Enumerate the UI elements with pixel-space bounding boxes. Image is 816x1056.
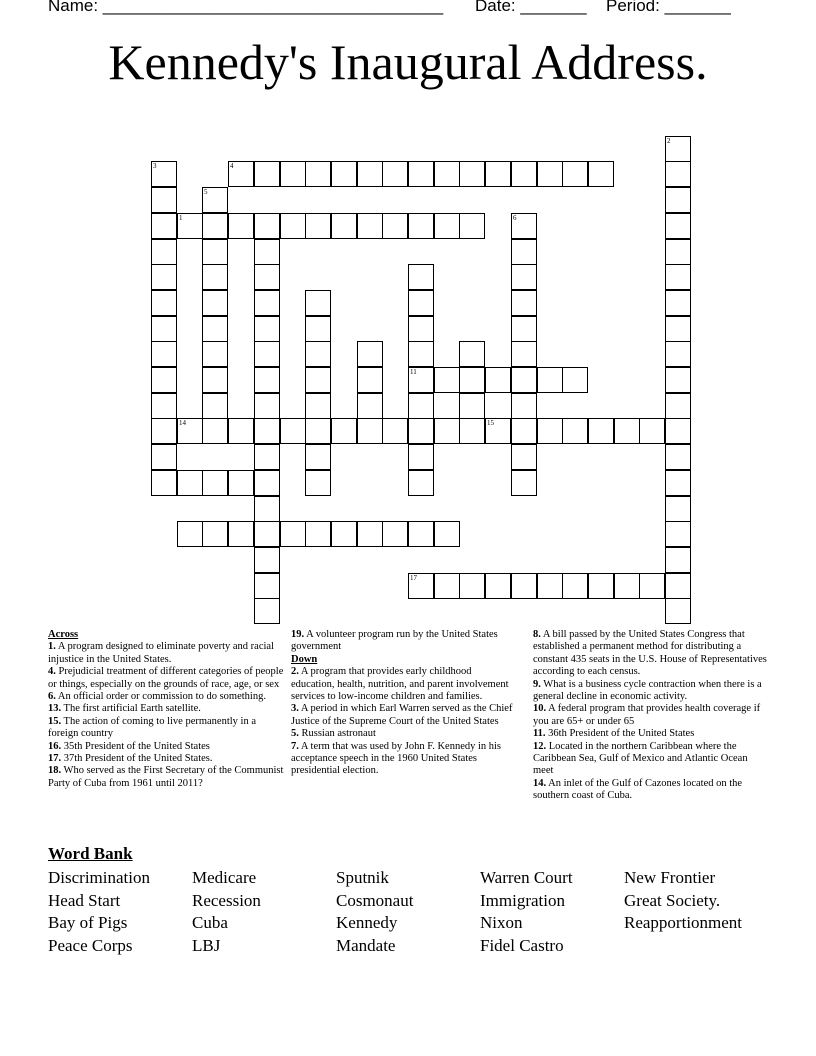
clue-down-8: 8. A bill passed by the United States Congress that established a permanent method for distributing a constant 435 seats in the U.S. House of Representatives according to each census. xyxy=(533,629,767,678)
crossword-cell[interactable] xyxy=(408,316,434,342)
period-field[interactable]: Period: _______ xyxy=(606,0,731,15)
clue-down-12: 12. Located in the northern Caribbean where the Caribbean Sea, Gulf of Mexico and Atlantic Ocean meet xyxy=(533,740,748,777)
crossword-cell[interactable] xyxy=(254,547,280,573)
crossword-cell[interactable] xyxy=(382,521,408,547)
crossword-cell[interactable] xyxy=(254,598,280,624)
crossword-cell[interactable] xyxy=(357,521,383,547)
clue-across-6: 6. An official order or commission to do something. xyxy=(48,691,266,703)
crossword-cell[interactable] xyxy=(177,521,203,547)
crossword-cell[interactable] xyxy=(665,213,691,239)
crossword-cell[interactable] xyxy=(202,470,228,496)
crossword-cell[interactable] xyxy=(151,264,177,290)
crossword-cell[interactable] xyxy=(537,161,563,187)
crossword-cell[interactable] xyxy=(357,161,383,187)
crossword-cell[interactable] xyxy=(151,341,177,367)
crossword-cell[interactable] xyxy=(254,290,280,316)
clue-number: 15 xyxy=(487,419,494,427)
crossword-cell[interactable] xyxy=(280,213,306,239)
crossword-cell[interactable] xyxy=(614,573,640,599)
crossword-cell[interactable] xyxy=(305,316,331,342)
crossword-cell[interactable] xyxy=(382,213,408,239)
crossword-cell[interactable] xyxy=(459,367,485,393)
crossword-cell[interactable] xyxy=(614,418,640,444)
crossword-cell[interactable] xyxy=(665,161,691,187)
clue-across-15: 15. The action of coming to live permanently in a foreign country xyxy=(48,715,257,740)
crossword-cell[interactable] xyxy=(305,444,331,470)
crossword-cell[interactable] xyxy=(305,521,331,547)
crossword-cell[interactable] xyxy=(202,239,228,265)
crossword-cell[interactable] xyxy=(408,444,434,470)
clue-down-3: 3. A period in which Earl Warren served as the Chief Justice of the Supreme Court of the United States xyxy=(291,703,513,727)
crossword-cell[interactable] xyxy=(511,264,537,290)
crossword-cell[interactable] xyxy=(562,573,588,599)
crossword-cell[interactable] xyxy=(151,418,177,444)
crossword-cell[interactable] xyxy=(408,521,434,547)
crossword-cell[interactable] xyxy=(202,367,228,393)
across-heading: Across xyxy=(48,629,79,640)
crossword-cell[interactable] xyxy=(588,573,614,599)
crossword-cell[interactable] xyxy=(357,393,383,419)
crossword-cell[interactable] xyxy=(331,213,357,239)
crossword-cell[interactable] xyxy=(408,470,434,496)
crossword-cell[interactable] xyxy=(459,573,485,599)
crossword-cell[interactable] xyxy=(562,161,588,187)
crossword-cell[interactable] xyxy=(408,573,434,599)
crossword-cell[interactable] xyxy=(280,418,306,444)
crossword-cell[interactable] xyxy=(588,161,614,187)
crossword-cell[interactable] xyxy=(665,316,691,342)
word-bank-item: Cuba xyxy=(192,913,228,933)
crossword-cell[interactable] xyxy=(665,496,691,522)
crossword-cell[interactable] xyxy=(254,393,280,419)
crossword-cell[interactable] xyxy=(588,418,614,444)
crossword-cell[interactable] xyxy=(177,470,203,496)
word-bank-item: Peace Corps xyxy=(48,936,133,956)
clue-number: 11 xyxy=(410,368,417,376)
clue-down-14: 14. An inlet of the Gulf of Cazones located on the southern coast of Cuba. xyxy=(533,777,743,802)
clue-number: 14 xyxy=(179,419,186,427)
clue-down-11: 11. 36th President of the United States xyxy=(533,728,695,740)
crossword-cell[interactable] xyxy=(562,418,588,444)
clue-number: 5 xyxy=(204,188,208,196)
clue-down-10: 10. A federal program that provides health coverage if you are 65+ or under 65 xyxy=(533,703,761,727)
crossword-cell[interactable] xyxy=(408,418,434,444)
word-bank-item: Fidel Castro xyxy=(480,936,564,956)
crossword-cell[interactable] xyxy=(254,573,280,599)
crossword-cell[interactable] xyxy=(665,470,691,496)
crossword-cell[interactable] xyxy=(485,418,511,444)
crossword-cell[interactable] xyxy=(511,470,537,496)
crossword-cell[interactable] xyxy=(665,573,691,599)
crossword-cell[interactable] xyxy=(459,418,485,444)
crossword-cell[interactable] xyxy=(408,367,434,393)
crossword-cell[interactable] xyxy=(357,367,383,393)
crossword-cell[interactable] xyxy=(280,521,306,547)
word-bank-item: Mandate xyxy=(336,936,396,956)
crossword-cell[interactable] xyxy=(151,470,177,496)
crossword-cell[interactable] xyxy=(511,316,537,342)
word-bank-item: Cosmonaut xyxy=(336,890,414,910)
crossword-cell[interactable] xyxy=(434,213,460,239)
word-bank-item: Discrimination xyxy=(48,868,150,887)
word-bank-item: Immigration xyxy=(480,890,565,910)
crossword-cell[interactable] xyxy=(434,521,460,547)
name-field[interactable]: Name: ____________________________________ xyxy=(48,0,444,15)
crossword-cell[interactable] xyxy=(665,547,691,573)
crossword-cell[interactable] xyxy=(254,444,280,470)
crossword-cell[interactable] xyxy=(151,161,177,187)
crossword-cell[interactable] xyxy=(665,367,691,393)
crossword-cell[interactable] xyxy=(434,418,460,444)
crossword-cell[interactable] xyxy=(331,418,357,444)
word-bank-item: Medicare xyxy=(192,868,257,887)
crossword-cell[interactable] xyxy=(254,213,280,239)
crossword-cell[interactable] xyxy=(511,573,537,599)
crossword-cell[interactable] xyxy=(408,264,434,290)
crossword-cell[interactable] xyxy=(408,161,434,187)
word-bank-item: New Frontier xyxy=(624,868,716,887)
crossword-cell[interactable] xyxy=(357,418,383,444)
crossword-cell[interactable] xyxy=(254,264,280,290)
clue-across-1: 1. A program designed to eliminate poverty and racial injustice in the United States. xyxy=(48,641,274,665)
crossword-cell[interactable] xyxy=(665,393,691,419)
crossword-cell[interactable] xyxy=(228,470,254,496)
crossword-cell[interactable] xyxy=(665,187,691,213)
crossword-cell[interactable] xyxy=(280,161,306,187)
crossword-cell[interactable] xyxy=(665,444,691,470)
crossword-cell[interactable] xyxy=(408,341,434,367)
crossword-cell[interactable] xyxy=(408,393,434,419)
crossword-cell[interactable] xyxy=(305,213,331,239)
clue-number: 3 xyxy=(153,162,157,170)
crossword-cell[interactable] xyxy=(665,341,691,367)
crossword-cell[interactable] xyxy=(202,264,228,290)
crossword-cell[interactable] xyxy=(434,367,460,393)
crossword-cell[interactable] xyxy=(151,393,177,419)
crossword-cell[interactable] xyxy=(228,213,254,239)
crossword-cell[interactable] xyxy=(305,290,331,316)
crossword-cell[interactable] xyxy=(511,161,537,187)
crossword-cell[interactable] xyxy=(305,470,331,496)
crossword-cell[interactable] xyxy=(202,213,228,239)
crossword-cell[interactable] xyxy=(305,161,331,187)
crossword-cell[interactable] xyxy=(665,239,691,265)
clue-across-18: 18. Who served as the First Secretary of the Communist Party of Cuba from 1961 until 2011? xyxy=(48,765,284,789)
word-bank-item: Sputnik xyxy=(336,868,389,887)
crossword-cell[interactable] xyxy=(202,187,228,213)
crossword-cell[interactable] xyxy=(434,161,460,187)
crossword-cell[interactable] xyxy=(562,367,588,393)
crossword-cell[interactable] xyxy=(254,316,280,342)
word-bank-title: Word Bank xyxy=(48,844,133,863)
crossword-cell[interactable] xyxy=(228,521,254,547)
crossword-cell[interactable] xyxy=(228,161,254,187)
crossword-cell[interactable] xyxy=(665,598,691,624)
crossword-cell[interactable] xyxy=(254,341,280,367)
word-bank-item: Reapportionment xyxy=(624,913,743,933)
word-bank-item: Nixon xyxy=(480,913,523,933)
crossword-cell[interactable] xyxy=(151,213,177,239)
crossword-cell[interactable] xyxy=(177,418,203,444)
crossword-cell[interactable] xyxy=(331,521,357,547)
crossword-cell[interactable] xyxy=(459,341,485,367)
crossword-cell[interactable] xyxy=(665,521,691,547)
word-bank-item: LBJ xyxy=(192,936,221,956)
crossword-cell[interactable] xyxy=(639,418,665,444)
clue-number: 2 xyxy=(667,137,671,145)
crossword-cell[interactable] xyxy=(202,316,228,342)
crossword-cell[interactable] xyxy=(151,444,177,470)
crossword-cell[interactable] xyxy=(357,213,383,239)
clue-across-19: 19. A volunteer program run by the United States government xyxy=(291,629,498,653)
crossword-cell[interactable] xyxy=(151,316,177,342)
crossword-cell[interactable] xyxy=(511,418,537,444)
clue-down-2: 2. A program that provides early childhood education, health, nutrition, and parent involvement services to low-income children and families. xyxy=(291,666,509,703)
crossword-cell[interactable] xyxy=(228,418,254,444)
crossword-cell[interactable] xyxy=(511,239,537,265)
crossword-cell[interactable] xyxy=(151,367,177,393)
crossword-cell[interactable] xyxy=(151,290,177,316)
crossword-cell[interactable] xyxy=(254,496,280,522)
crossword-cell[interactable] xyxy=(202,521,228,547)
page-title: Kennedy's Inaugural Address. xyxy=(108,34,708,90)
crossword-cell[interactable] xyxy=(511,213,537,239)
word-bank-item: Warren Court xyxy=(480,868,573,887)
crossword-cell[interactable] xyxy=(254,239,280,265)
crossword-cell[interactable] xyxy=(511,341,537,367)
crossword-cell[interactable] xyxy=(331,161,357,187)
crossword-cell[interactable] xyxy=(485,367,511,393)
crossword-cell[interactable] xyxy=(357,341,383,367)
clue-across-13: 13. The first artificial Earth satellite. xyxy=(48,703,201,715)
crossword-cell[interactable] xyxy=(665,136,691,162)
clue-across-4: 4. Prejudicial treatment of different categories of people or things, especially on the grounds of race, age, or sex xyxy=(48,666,284,690)
crossword-cell[interactable] xyxy=(665,418,691,444)
crossword-cell[interactable] xyxy=(459,161,485,187)
clue-down-7: 7. A term that was used by John F. Kennedy in his acceptance speech in the 1960 United States presidential election. xyxy=(291,740,502,777)
crossword-cell[interactable] xyxy=(254,521,280,547)
crossword-cell[interactable] xyxy=(254,418,280,444)
crossword-cell[interactable] xyxy=(202,418,228,444)
crossword-cell[interactable] xyxy=(382,418,408,444)
clue-number: 4 xyxy=(230,162,234,170)
crossword-cell[interactable] xyxy=(537,573,563,599)
clue-down-9: 9. What is a business cycle contraction when there is a general decline in economic activity. xyxy=(533,678,762,703)
crossword-cell[interactable] xyxy=(408,290,434,316)
crossword-cell[interactable] xyxy=(305,341,331,367)
crossword-cell[interactable] xyxy=(382,161,408,187)
word-bank-item: Great Society. xyxy=(624,890,721,910)
crossword-cell[interactable] xyxy=(485,573,511,599)
clue-across-16: 16. 35th President of the United States xyxy=(48,740,210,752)
clue-across-17: 17. 37th President of the United States. xyxy=(48,753,213,765)
crossword-cell[interactable] xyxy=(639,573,665,599)
crossword-cell[interactable] xyxy=(459,213,485,239)
crossword-cell[interactable] xyxy=(305,367,331,393)
word-bank-item: Head Start xyxy=(48,890,121,910)
crossword-cell[interactable] xyxy=(511,367,537,393)
clue-number: 1 xyxy=(179,214,183,222)
crossword-cell[interactable] xyxy=(511,290,537,316)
crossword-cell[interactable] xyxy=(511,444,537,470)
crossword-cell[interactable] xyxy=(537,367,563,393)
crossword-cell[interactable] xyxy=(537,418,563,444)
crossword-cell[interactable] xyxy=(665,290,691,316)
crossword-cell[interactable] xyxy=(485,161,511,187)
crossword-cell[interactable] xyxy=(408,213,434,239)
crossword-cell[interactable] xyxy=(151,187,177,213)
crossword-cell[interactable] xyxy=(434,573,460,599)
crossword-cell[interactable] xyxy=(511,393,537,419)
word-bank-item: Bay of Pigs xyxy=(48,913,128,933)
crossword-cell[interactable] xyxy=(459,393,485,419)
crossword-cell[interactable] xyxy=(305,418,331,444)
crossword-cell[interactable] xyxy=(305,393,331,419)
crossword-cell[interactable] xyxy=(254,161,280,187)
crossword-cell[interactable] xyxy=(254,470,280,496)
date-field[interactable]: Date: _______ xyxy=(475,0,587,15)
crossword-cell[interactable] xyxy=(151,239,177,265)
crossword-cell[interactable] xyxy=(254,367,280,393)
clue-number: 6 xyxy=(513,214,517,222)
clue-number: 17 xyxy=(410,574,417,582)
crossword-cell[interactable] xyxy=(665,264,691,290)
crossword-cell[interactable] xyxy=(202,393,228,419)
clues-column-3 xyxy=(533,629,769,803)
crossword-cell[interactable] xyxy=(202,341,228,367)
crossword-cell[interactable] xyxy=(202,290,228,316)
word-bank-item: Recession xyxy=(192,890,261,910)
down-heading: Down xyxy=(291,653,318,665)
clues-column-2 xyxy=(291,629,515,778)
crossword-cell[interactable] xyxy=(177,213,203,239)
word-bank-item: Kennedy xyxy=(336,913,398,933)
clue-down-5: 5. Russian astronaut xyxy=(291,728,376,740)
clues-column-1 xyxy=(48,629,284,790)
